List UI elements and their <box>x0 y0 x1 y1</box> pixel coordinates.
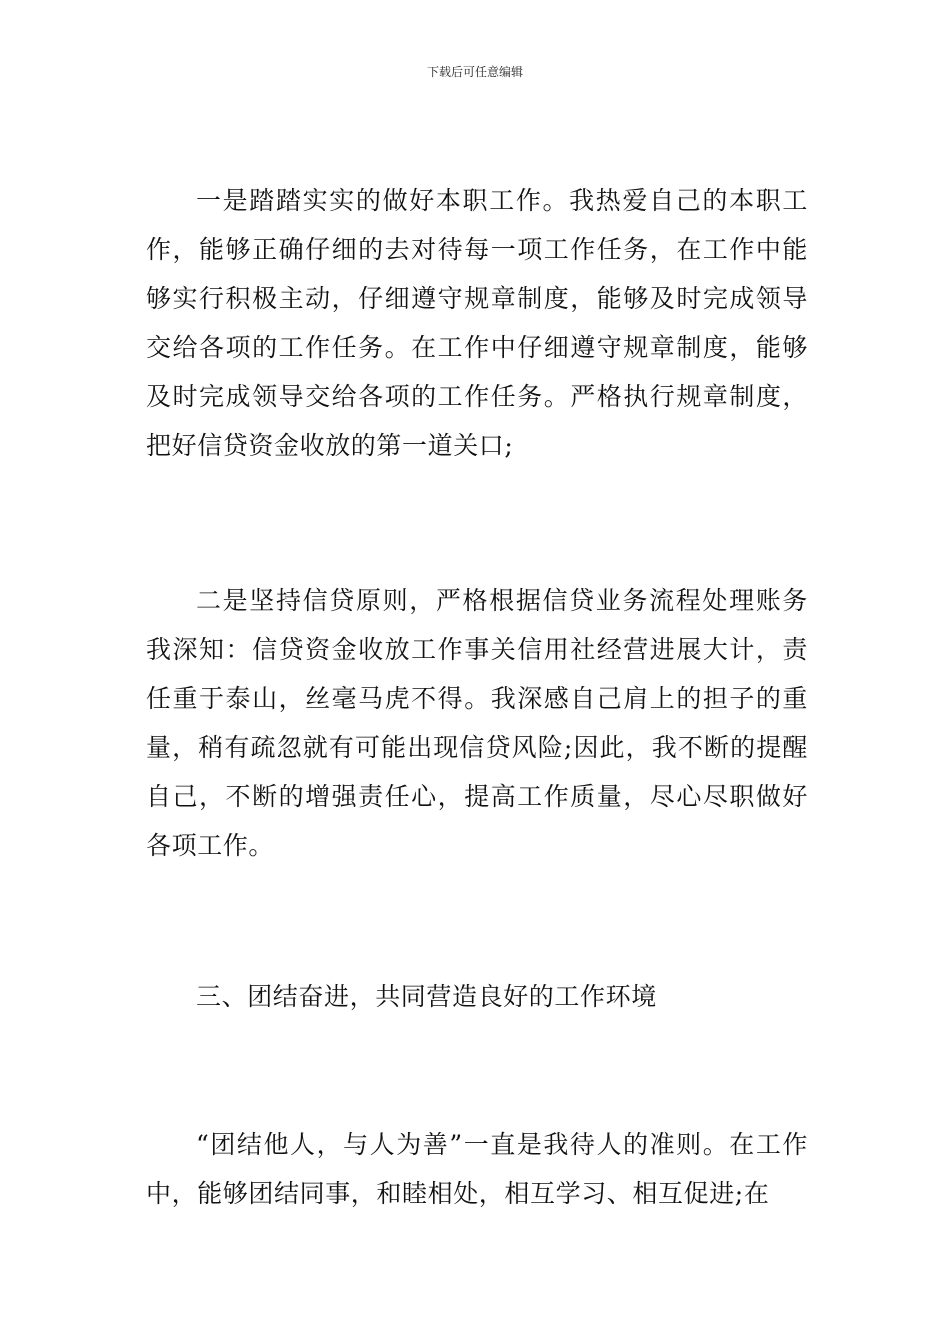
paragraph-unity-principle: “团结他人，与人为善”一直是我待人的准则。在工作中，能够团结同事，和睦相处，相互学习、相互促进;在 <box>146 1130 808 1208</box>
page-header-note: 下载后可任意编辑 <box>426 65 523 79</box>
paragraph-duty-work: 一是踏踏实实的做好本职工作。我热爱自己的本职工作，能够正确仔细的去对待每一项工作任务，在工作中能够实行积极主动，仔细遵守规章制度，能够及时完成领导交给各项的工作任务。在工作中仔细遵守规章制度，能够及时完成领导交给各项的工作任务。严格执行规章制度，把好信贷资金收放的第一道关口; <box>146 186 808 460</box>
paragraph-credit-principles: 二是坚持信贷原则，严格根据信贷业务流程处理账务我深知：信贷资金收放工作事关信用社经营进展大计，责任重于泰山，丝毫马虎不得。我深感自己肩上的担子的重量，稍有疏忽就有可能出现信贷风险;因此，我不断的提醒自己，不断的增强责任心，提高工作质量，尽心尽职做好各项工作。 <box>146 586 808 860</box>
section-heading-unity: 三、团结奋进，共同营造良好的工作环境 <box>196 982 657 1011</box>
